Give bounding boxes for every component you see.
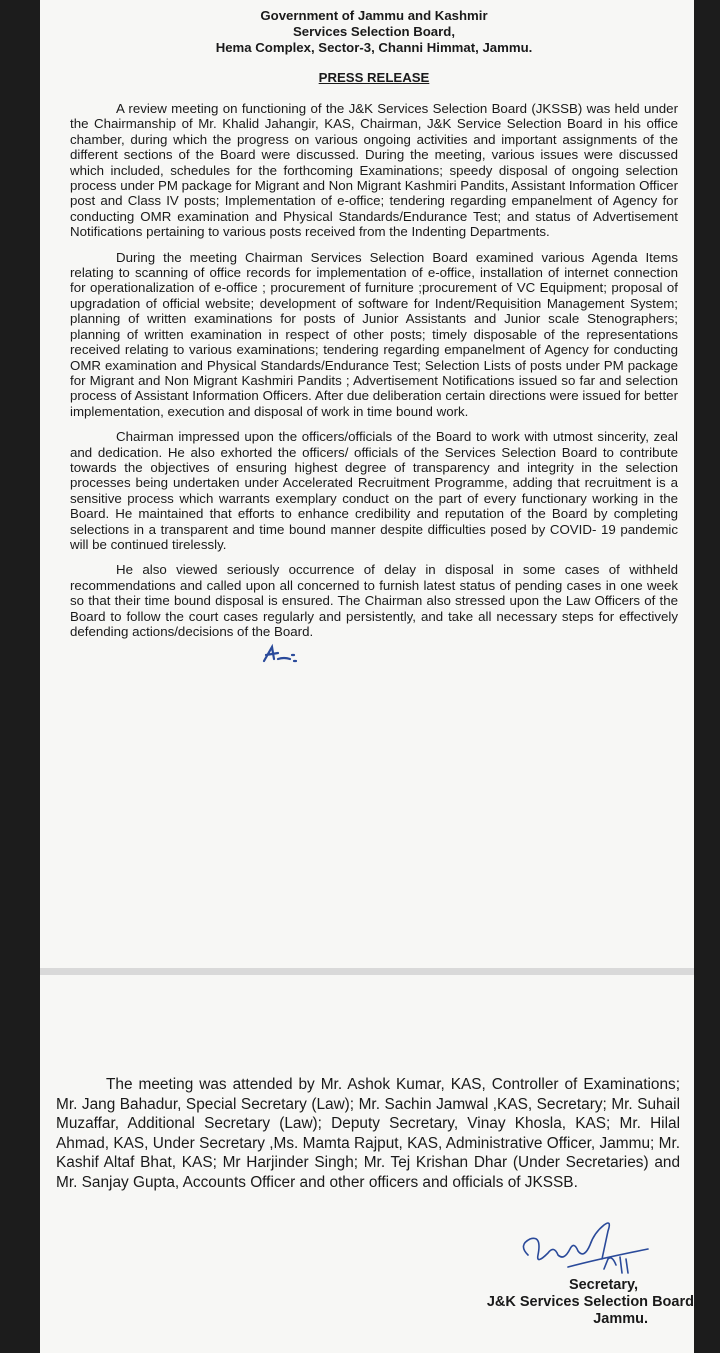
- paragraph-chairman-exhortation: Chairman impressed upon the officers/officials of the Board to work with utmost sincerity, zeal and dedication. He also exhorted the officers/ officials of the Services Selection Board to contribute towards the objectives of ensuring highest degree of transparency and integrity in the selection processes being undertaken under Accelerated Recruitment Programme, adding that recruitment is a sensitive process which warrants exemplary conduct on the part of every functionary working in the Board. He maintained that efforts to enhance credibility and reputation of the Board by completing selections in a transparent and time bound manner despite difficulties posed by COVID- 19 pandemic will be continued tirelessly.: [70, 429, 678, 552]
- paragraph-agenda-items: During the meeting Chairman Services Selection Board examined various Agenda Items relating to scanning of office records for implementation of e-office, installation of internet connection for operationalization of e-office ; procurement of furniture ;procurement of VC Equipment; proposal of upgradation of official website; development of software for Indent/Requisition Management System; planning of written examinations for posts of Junior Assistants and Junior scale Stenographers; planning of written examination in respect of other posts; timely disposable of the representations received relating to various examinations; tendering regarding empanelment of Agency for conducting OMR examination and Physical Standards/Endurance Test; Selection Lists of posts under PM package for Migrant and Non Migrant Kashmiri Pandits ; Advertisement Notifications issued so far and selection process of Assistant Information Officers. After due deliberation certain directions were issued for better implementation, execution and disposal of work in time bound work.: [70, 249, 678, 419]
- signature-title: Secretary,: [568, 1277, 638, 1293]
- signature-block: [458, 1225, 698, 1328]
- header-address: Hema Complex, Sector-3, Channi Himmat, Jammu.: [215, 40, 533, 55]
- paragraph-attendees: The meeting was attended by Mr. Ashok Kumar, KAS, Controller of Examinations; Mr. Jang Bahadur, Special Secretary (Law); Mr. Sachin Jamwal ,KAS, Secretary; Mr. Suhail Muzaffar, Additional Secretary (Law); Deputy Secretary, Vinay Khosla, KAS; Mr. Hilal Ahmad, KAS, Under Secretary ,Ms. Mamta Rajput, KAS, Administrative Officer, Jammu; Mr. Kashif Altaf Bhat, KAS; Mr Harjinder Singh; Mr. Tej Krishan Dhar (Under Secretaries) and Mr. Sanjay Gupta, Accounts Officer and other officers and officials of JKSSB.: [56, 1076, 680, 1191]
- paragraph-withheld-recommendations: He also viewed seriously occurrence of delay in disposal in some cases of withheld recommendations and called upon all concerned to furnish latest status of pending cases in one week so that their time bound disposal is ensured. The Chairman also stressed upon the Law Officers of the Board to follow the court cases regularly and persistently, and take all necessary steps for effectively defending actions/decisions of the Board.: [70, 562, 678, 639]
- page-divider: [40, 968, 694, 975]
- initials-scribble-icon: [260, 641, 320, 667]
- press-release-page-1: [40, 0, 694, 968]
- signature-place: Jammu.: [593, 1311, 648, 1327]
- press-release-title: PRESS RELEASE: [318, 70, 430, 85]
- header-board: Services Selection Board,: [293, 24, 455, 39]
- paragraph-review-meeting: A review meeting on functioning of the J&K Services Selection Board (JKSSB) was held under the Chairmanship of Mr. Khalid Jahangir, KAS, Chairman, J&K Service Selection Board in his office chamber, during which the progress on various ongoing activities and important assignments of the different sections of the Board were discussed. During the meeting, various issues were discussed which included, schedules for the forthcoming Examinations; speedy disposal of ongoing selection process under PM package for Migrant and Non Migrant Kashmiri Pandits, Assistant Information Officer post and Class IV posts; Implementation of e-office; tendering regarding empanelment of Agency for conducting OMR examination and Physical Standards/Endurance Test; and status of Advertisement Notifications pertaining to various posts received from the Indenting Departments.: [70, 101, 678, 240]
- handwritten-signature-icon: [508, 1215, 658, 1285]
- signature-organization: J&K Services Selection Board,: [486, 1294, 698, 1310]
- header-government: Government of Jammu and Kashmir: [260, 8, 488, 23]
